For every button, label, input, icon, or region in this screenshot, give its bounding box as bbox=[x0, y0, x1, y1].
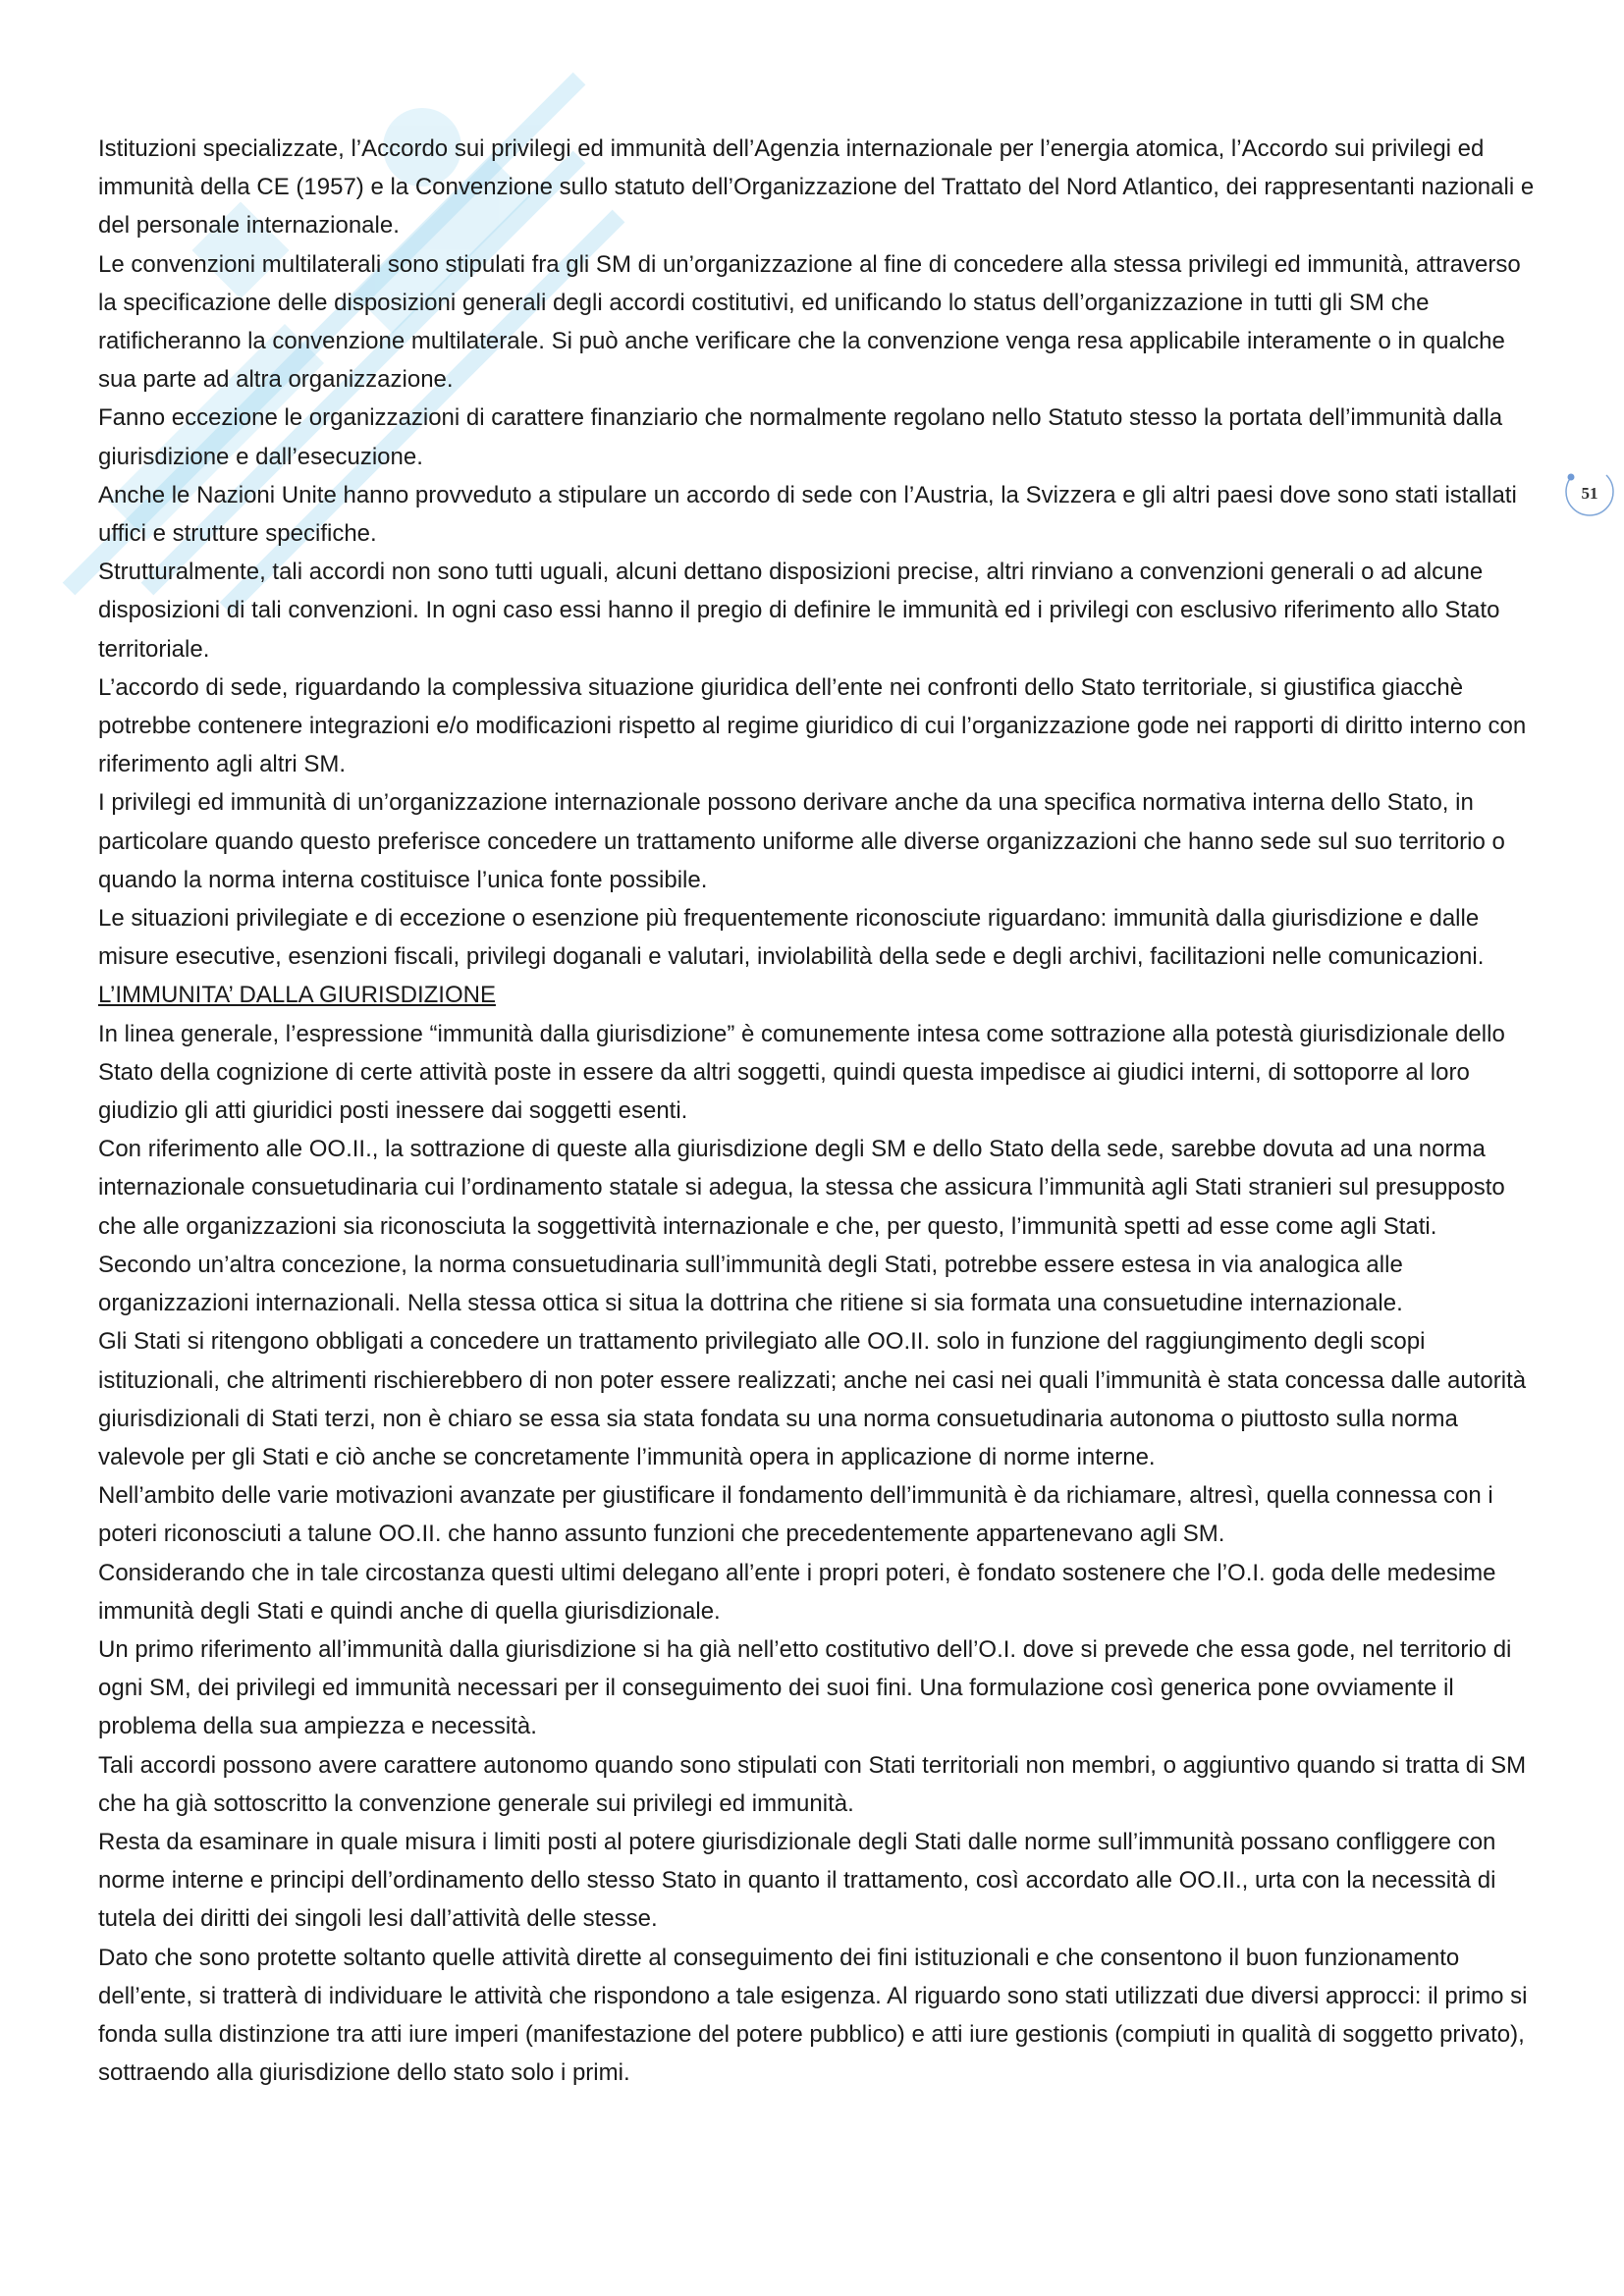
paragraph: Fanno eccezione le organizzazioni di carattere finanziario che normalmente regolano nello Statuto stesso la portata dell’immunità dalla giurisdizione e dall’esecuzione. bbox=[98, 404, 1503, 470]
paragraph: Un primo riferimento all’immunità dalla giurisdizione si ha già nell’etto costitutivo dell’O.I. dove si prevede che essa gode, nel territorio di ogni SM, dei privilegi ed immunità necessari per il conseguimento dei suoi fini. Una formulazione così generica pone ovviamente il problema della sua ampiezza e necessità. bbox=[98, 1635, 1512, 1740]
paragraph: Nell’ambito delle varie motivazioni avanzate per giustificare il fondamento dell’immunità è da richiamare, altresì, quella connessa con i poteri riconosciuti a talune OO.II. che hanno assunto funzioni che precedentemente appartenevano agli SM. bbox=[98, 1482, 1493, 1548]
paragraph: Tali accordi possono avere carattere autonomo quando sono stipulati con Stati territoriali non membri, o aggiuntivo quando si tratta di SM che ha già sottoscritto la convenzione generale sui privilegi ed immunità. bbox=[98, 1751, 1527, 1817]
paragraph: Gli Stati si ritengono obbligati a concedere un trattamento privilegiato alle OO.II. solo in funzione del raggiungimento degli scopi istituzionali, che altrimenti rischierebbero di non poter essere realizzati; anche nei casi nei quali l’immunità è stata concessa dalle autorità giurisdizionali di Stati terzi, non è chiaro se essa sia stata fondata su una norma consuetudinaria autonoma o piuttosto sulla norma valevole per gli Stati e ciò anche se concretamente l’immunità opera in applicazione di norme interne. bbox=[98, 1328, 1527, 1470]
paragraph: L’accordo di sede, riguardando la complessiva situazione giuridica dell’ente nei confronti dello Stato territoriale, si giustifica giacchè potrebbe contenere integrazioni e/o modificazioni rispetto al regime giuridico di cui l’organizzazione gode nei rapporti di diritto interno con riferimento agli altri SM. bbox=[98, 673, 1527, 778]
paragraph: Le convenzioni multilaterali sono stipulati fra gli SM di un’organizzazione al fine di concedere alla stessa privilegi ed immunità, attraverso la specificazione delle disposizioni generali degli accordi costitutivi, ed unificando lo status dell’organizzazione in tutti gli SM che ratificheranno la convenzione multilaterale. Si può anche verificare che la convenzione venga resa applicabile interamente o in qualche sua parte ad altra organizzazione. bbox=[98, 250, 1521, 394]
paragraph: I privilegi ed immunità di un’organizzazione internazionale possono derivare anche da una specifica normativa interna dello Stato, in particolare quando questo preferisce concedere un trattamento uniforme alle diverse organizzazioni che hanno sede sul suo territorio o quando la norma interna costituisce l’unica fonte possibile. bbox=[98, 789, 1505, 893]
paragraph: In linea generale, l’espressione “immunità dalla giurisdizione” è comunemente intesa come sottrazione alla potestà giurisdizionale dello Stato della cognizione di certe attività poste in essere da altri soggetti, quindi questa impedisce ai giudici interni, di sottoporre al loro giudizio gli atti giuridici posti inessere dai soggetti esenti. bbox=[98, 1020, 1505, 1125]
paragraph: Istituzioni specializzate, l’Accordo sui privilegi ed immunità dell’Agenzia internazionale per l’energia atomica, l’Accordo sui privilegi ed immunità della CE (1957) e la Convenzione sullo statuto dell’Organizzazione del Trattato del Nord Atlantico, dei rappresentanti nazionali e del personale internazionale. bbox=[98, 135, 1535, 240]
paragraph: Con riferimento alle OO.II., la sottrazione di queste alla giurisdizione degli SM e dello Stato della sede, sarebbe dovuta ad una norma internazionale consuetudinaria cui l’ordinamento statale si adegua, la stessa che assicura l’immunità agli Stati stranieri sul presupposto che alle organizzazioni sia riconosciuta la soggettività internazionale e che, per questo, l’immunità spetti ad esse come agli Stati. bbox=[98, 1136, 1505, 1240]
section-heading: L’IMMUNITA’ DALLA GIURISDIZIONE bbox=[98, 982, 496, 1009]
paragraph: Anche le Nazioni Unite hanno provveduto a stipulare un accordo di sede con l’Austria, la Svizzera e gli altri paesi dove sono stati istallati uffici e strutture specifiche. bbox=[98, 481, 1517, 548]
page-number: 51 bbox=[1581, 484, 1598, 503]
page-number-badge bbox=[1563, 467, 1616, 520]
paragraph: Le situazioni privilegiate e di eccezione o esenzione più frequentemente riconosciute riguardano: immunità dalla giurisdizione e dalle misure esecutive, esenzioni fiscali, privilegi doganali e valutari, inviolabilità della sede e degli archivi, facilitazioni nelle comunicazioni. bbox=[98, 905, 1485, 971]
paragraph: Strutturalmente, tali accordi non sono tutti uguali, alcuni dettano disposizioni precise, altri rinviano a convenzioni generali o ad alcune disposizioni di tali convenzioni. In ogni caso essi hanno il pregio di definire le immunità ed i privilegi con esclusivo riferimento allo Stato territoriale. bbox=[98, 559, 1500, 663]
document-body bbox=[98, 130, 1540, 2092]
paragraph: Secondo un’altra concezione, la norma consuetudinaria sull’immunità degli Stati, potrebbe essere estesa in via analogica alle organizzazioni internazionali. Nella stessa ottica si situa la dottrina che ritiene si sia formata una consuetudine internazionale. bbox=[98, 1251, 1403, 1317]
paragraph: Resta da esaminare in quale misura i limiti posti al potere giurisdizionale degli Stati dalle norme sull’immunità possano confliggere con norme interne e principi dell’ordinamento dello stesso Stato in quanto il trattamento, così accordato alle OO.II., urta con la necessità di tutela dei diritti dei singoli lesi dall’attività delle stesse. bbox=[98, 1828, 1496, 1933]
paragraph: Considerando che in tale circostanza questi ultimi delegano all’ente i propri poteri, è fondato sostenere che l’O.I. goda delle medesime immunità degli Stati e quindi anche di quella giurisdizionale. bbox=[98, 1559, 1496, 1625]
paragraph: Dato che sono protette soltanto quelle attività dirette al conseguimento dei fini istituzionali e che consentono il buon funzionamento dell’ente, si tratterà di individuare le attività che rispondono a tale esigenza. Al riguardo sono stati utilizzati due diversi approcci: il primo si fonda sulla distinzione tra atti iure imperi (manifestazione del potere pubblico) e atti iure gestionis (compiuti in qualità di soggetto privato), sottraendo alla giurisdizione dello stato solo i primi. bbox=[98, 1944, 1528, 2087]
